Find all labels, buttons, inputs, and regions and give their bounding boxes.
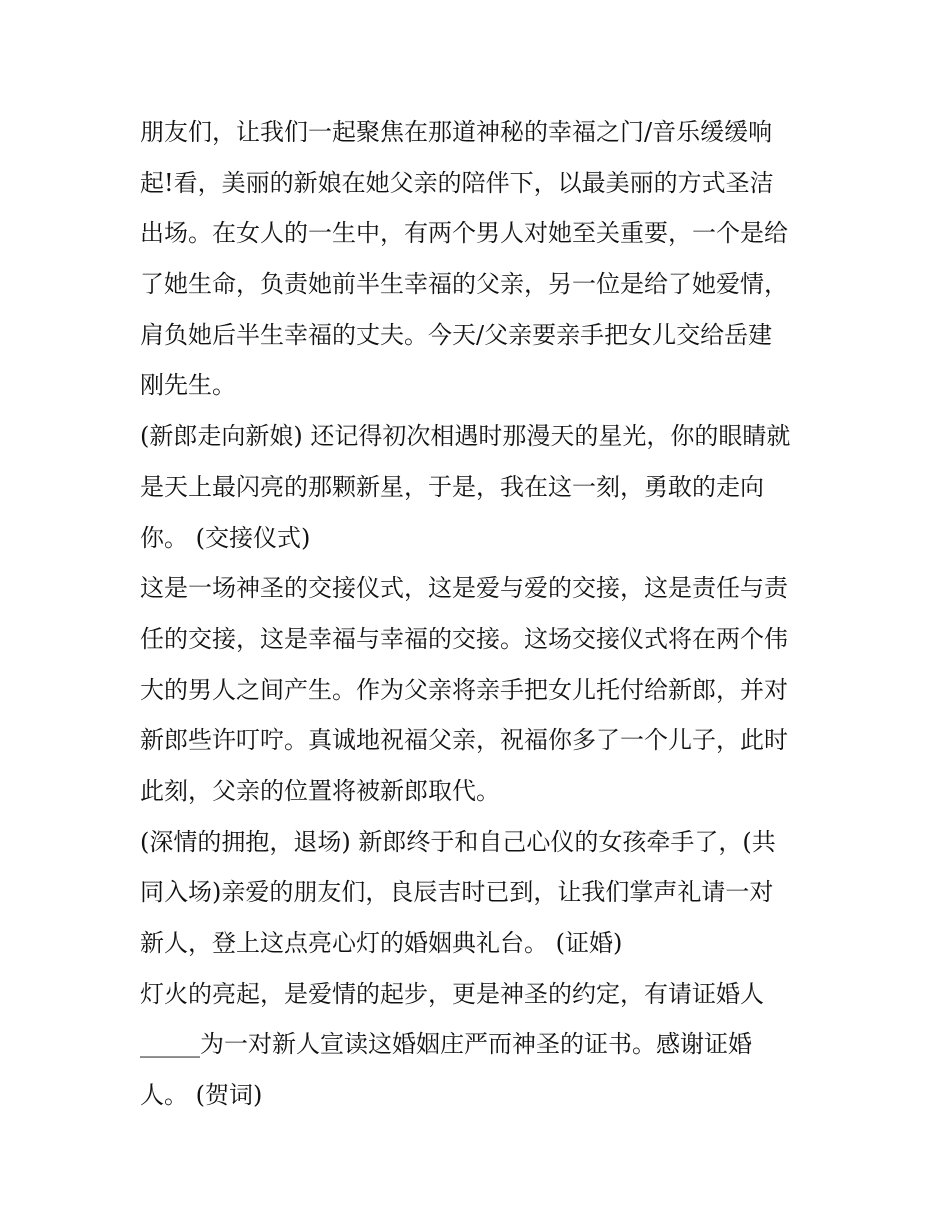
text-line: (深情的拥抱，退场) 新郎终于和自己心仪的女孩牵手了，(共	[140, 827, 776, 856]
text-line: _____为一对新人宣读这婚姻庄严而神圣的证书。感谢证婚	[140, 1030, 752, 1059]
text-line: 出场。在女人的一生中，有两个男人对她至关重要，一个是给	[140, 219, 788, 248]
text-line: 起!看，美丽的新娘在她父亲的陪伴下，以最美丽的方式圣洁	[140, 168, 774, 197]
text-line: 了她生命，负责她前半生幸福的父亲，另一位是给了她爱情，	[140, 270, 788, 299]
text-line: 肩负她后半生幸福的丈夫。今天/父亲要亲手把女儿交给岳建	[140, 320, 773, 349]
text-line: 你。 (交接仪式)	[140, 523, 311, 552]
text-line: 同入场)亲爱的朋友们，良辰吉时已到，让我们掌声礼请一对	[140, 878, 774, 907]
text-line: 灯火的亮起，是爱情的起步，更是神圣的约定，有请证婚人	[140, 979, 764, 1008]
text-line: 这是一场神圣的交接仪式，这是爱与爱的交接，这是责任与责	[140, 574, 788, 603]
text-line: 大的男人之间产生。作为父亲将亲手把女儿托付给新郎，并对	[140, 675, 788, 704]
text-line: 此刻，父亲的位置将被新郎取代。	[140, 776, 500, 805]
text-line: 朋友们，让我们一起聚焦在那道神秘的幸福之门/音乐缓缓响	[140, 118, 773, 146]
text-line: (新郎走向新娘) 还记得初次相遇时那漫天的星光，你的眼睛就	[140, 422, 791, 451]
document-body	[140, 107, 812, 1121]
text-line: 新人，登上这点亮心灯的婚姻典礼台。 (证婚)	[140, 929, 623, 957]
text-line: 人。 (贺词)	[140, 1081, 263, 1110]
text-line: 新郎些许叮咛。真诚地祝福父亲，祝福你多了一个儿子，此时	[140, 726, 788, 755]
text-line: 任的交接，这是幸福与幸福的交接。这场交接仪式将在两个伟	[140, 624, 788, 653]
text-line: 刚先生。	[140, 371, 236, 400]
text-line: 是天上最闪亮的那颗新星，于是，我在这一刻，勇敢的走向	[140, 472, 764, 501]
